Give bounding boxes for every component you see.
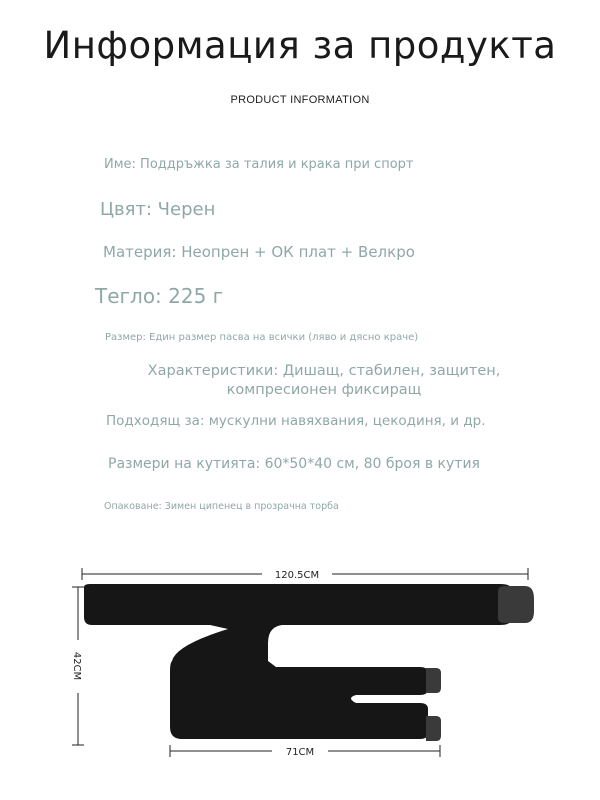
bottom-label: 71CM (285, 747, 315, 758)
spec-suitable: Подходящ за: мускулни навяхвания, цекодиня, и др. (106, 413, 486, 429)
spec-color: Цвят: Черен (100, 199, 216, 220)
spec-packing: Опаковане: Зимен ципенец в прозрачна торба (104, 501, 339, 512)
spec-features-line2: компресионен фиксиращ (226, 382, 422, 398)
spec-box-size: Размери на кутията: 60*50*40 см, 80 броя в кутия (108, 456, 480, 472)
spec-size: Размер: Един размер пасва на всички (ляво и дясно краче) (105, 332, 419, 343)
bottom-dimension (170, 745, 440, 758)
width-label: 120.5CM (274, 570, 320, 581)
page-title: Информация за продукта (43, 24, 557, 67)
height-label: 42CM (71, 651, 82, 681)
product-diagram (0, 555, 600, 775)
height-dimension (71, 587, 84, 745)
spec-weight: Тегло: 225 г (95, 284, 224, 308)
width-dimension (82, 568, 528, 581)
spec-material: Материя: Неопрен + ОК плат + Велкро (103, 243, 415, 261)
spec-features-line1: Характеристики: Дишащ, стабилен, защитен, (147, 363, 501, 379)
spec-name: Име: Поддръжка за талия и крака при спорт (104, 157, 414, 172)
product-figure (0, 555, 600, 775)
waist-leg-brace (84, 584, 534, 741)
page-subtitle: PRODUCT INFORMATION (230, 94, 370, 106)
spec-features (134, 362, 514, 400)
